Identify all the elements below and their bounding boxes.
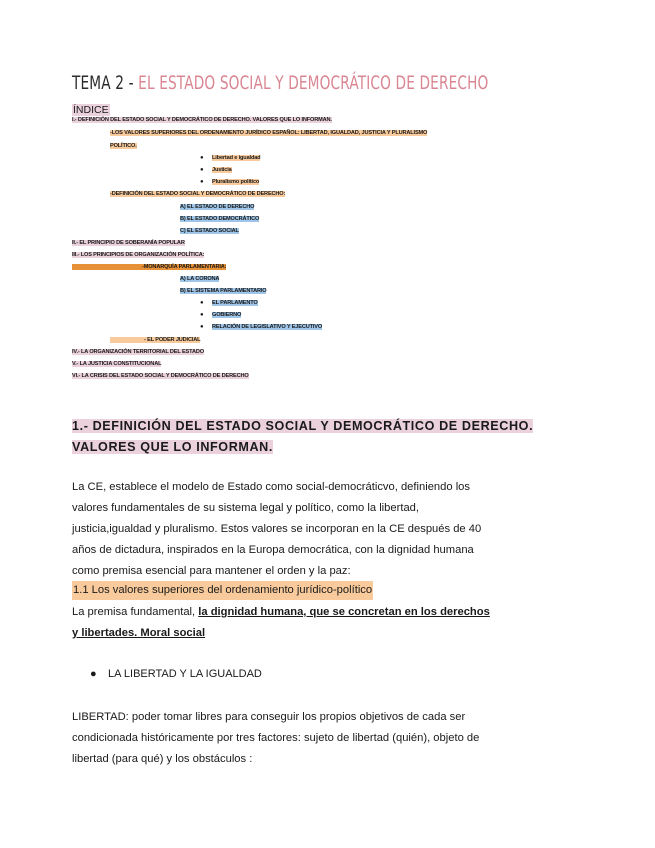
paragraph-line: justicia,igualdad y pluralismo. Estos valores se incorporan en la CE después de 40 [72, 523, 482, 535]
bullet-icon: ● [200, 155, 204, 161]
toc-row-text: C) EL ESTADO SOCIAL [180, 228, 239, 234]
toc-row [200, 311, 241, 321]
toc-row-text: Pluralismo político [212, 179, 260, 185]
toc-row-text: B) EL ESTADO DEMOCRÁTICO [180, 216, 260, 222]
toc-row-text: Justicia [212, 167, 232, 173]
toc-row [200, 178, 259, 188]
paragraph-line: libertad (para qué) y los obstáculos : [72, 753, 253, 765]
toc-row-text: B) EL SISTEMA PARLAMENTARIO [180, 288, 267, 294]
toc-row [110, 129, 427, 139]
toc-row [72, 372, 249, 382]
paragraph-line: como premisa esencial para mantener el orden y la paz: [72, 565, 351, 577]
toc-row-text: POLÍTICO. [110, 143, 137, 149]
toc-row [72, 348, 204, 358]
intro-paragraph [72, 477, 542, 582]
title-prefix: TEMA 2 - [72, 72, 139, 94]
toc-row-text: -DEFINICIÓN DEL ESTADO SOCIAL Y DEMOCRÁTICO DE DERECHO: [110, 191, 286, 197]
toc-row-text: GOBIERNO [212, 312, 242, 318]
toc-row-text: A) EL ESTADO DE DERECHO [180, 204, 255, 210]
toc-row [180, 215, 259, 225]
toc-row-text: RELACIÓN DE LEGISLATIVO Y EJECUTIVO [212, 324, 323, 330]
toc-row [180, 203, 254, 213]
list-item-text: LA LIBERTAD Y LA IGUALDAD [108, 668, 262, 680]
section-heading-line: VALORES QUE LO INFORMAN. [72, 440, 273, 454]
toc-row [180, 227, 239, 237]
bullet-icon: ● [200, 300, 204, 306]
paragraph-line: LIBERTAD: poder tomar libres para conseguir los propios objetivos de cada ser [72, 711, 466, 723]
toc-row [180, 287, 266, 297]
page-title [72, 72, 488, 94]
toc-row [110, 190, 285, 200]
section-heading [72, 416, 552, 458]
bullet-icon: ● [200, 179, 204, 185]
paragraph-line: años de dictadura, inspirados en la Europa democrática, con la dignidad humana [72, 544, 474, 556]
premise-strong: la dignidad humana, que se concretan en los derechos [198, 606, 490, 618]
bullet-icon: ● [90, 668, 97, 680]
bullet-icon: ● [200, 167, 204, 173]
bullet-icon: ● [200, 312, 204, 318]
premise-prefix: La premisa fundamental, [72, 606, 199, 618]
toc-row [110, 336, 200, 346]
toc-row-text: IV.- LA ORGANIZACIÓN TERRITORIAL DEL ESTADO [72, 349, 204, 355]
toc-row [180, 275, 219, 285]
toc-row-text: - EL PODER JUDICIAL [110, 337, 200, 343]
toc-row [200, 166, 232, 176]
paragraph-line: La CE, establece el modelo de Estado como social-democráticvo, definiendo los [72, 481, 470, 493]
paragraph-line: valores fundamentales de su sistema legal y político, como la libertad, [72, 502, 419, 514]
toc-row [110, 142, 137, 152]
toc-row [72, 116, 332, 126]
premise-paragraph [72, 602, 542, 644]
premise-strong: y libertades. Moral social [72, 627, 206, 639]
toc-row-text: VI.- LA CRISIS DEL ESTADO SOCIAL Y DEMOCRÁTICO DE DERECHO [72, 373, 249, 379]
toc-row-text: -LOS VALORES SUPERIORES DEL ORDENAMIENTO JURÍDICO ESPAÑOL: LIBERTAD, IGUALDAD, JUSTICIA Y PLURALISMO [110, 130, 428, 136]
subheading: 1.1 Los valores superiores del ordenamiento jurídico-político [72, 581, 373, 600]
title-main: EL ESTADO SOCIAL Y DEMOCRÁTICO DE DERECHO [138, 72, 489, 94]
toc-row [72, 263, 226, 273]
paragraph-line [72, 623, 542, 644]
paragraph-line [72, 602, 542, 623]
toc-row [200, 299, 258, 309]
toc-row [200, 154, 260, 164]
toc-row-text: II.- EL PRINCIPIO DE SOBERANÍA POPULAR [72, 240, 185, 246]
toc-row [200, 323, 322, 333]
toc-row-text: III.- LOS PRINCIPIOS DE ORGANIZACIÓN POLÍTICA: [72, 252, 205, 258]
section-heading-line: 1.- DEFINICIÓN DEL ESTADO SOCIAL Y DEMOCRÁTICO DE DERECHO. [72, 419, 534, 433]
toc-row [72, 360, 161, 370]
toc-row-text: A) LA CORONA [180, 276, 220, 282]
list-item [90, 665, 262, 684]
toc-row-text: V.- LA JUSTICIA CONSTITUCIONAL [72, 361, 162, 367]
paragraph-line: condicionada históricamente por tres factores: sujeto de libertad (quién), objeto de [72, 732, 480, 744]
toc-row [72, 239, 185, 249]
toc-row-text: Libertad e igualdad [212, 155, 261, 161]
toc-row-text: I.- DEFINICIÓN DEL ESTADO SOCIAL Y DEMOCRÁTICO DE DERECHO. VALORES QUE LO INFORMAN. [72, 117, 332, 123]
toc-row-text: EL PARLAMENTO [212, 300, 258, 306]
libertad-paragraph [72, 707, 542, 770]
bullet-icon: ● [200, 324, 204, 330]
toc-row-text: -MONARQUÍA PARLAMENTARIA: [72, 264, 226, 270]
toc-heading: ÍNDICE [73, 104, 109, 116]
toc-row [72, 251, 204, 261]
